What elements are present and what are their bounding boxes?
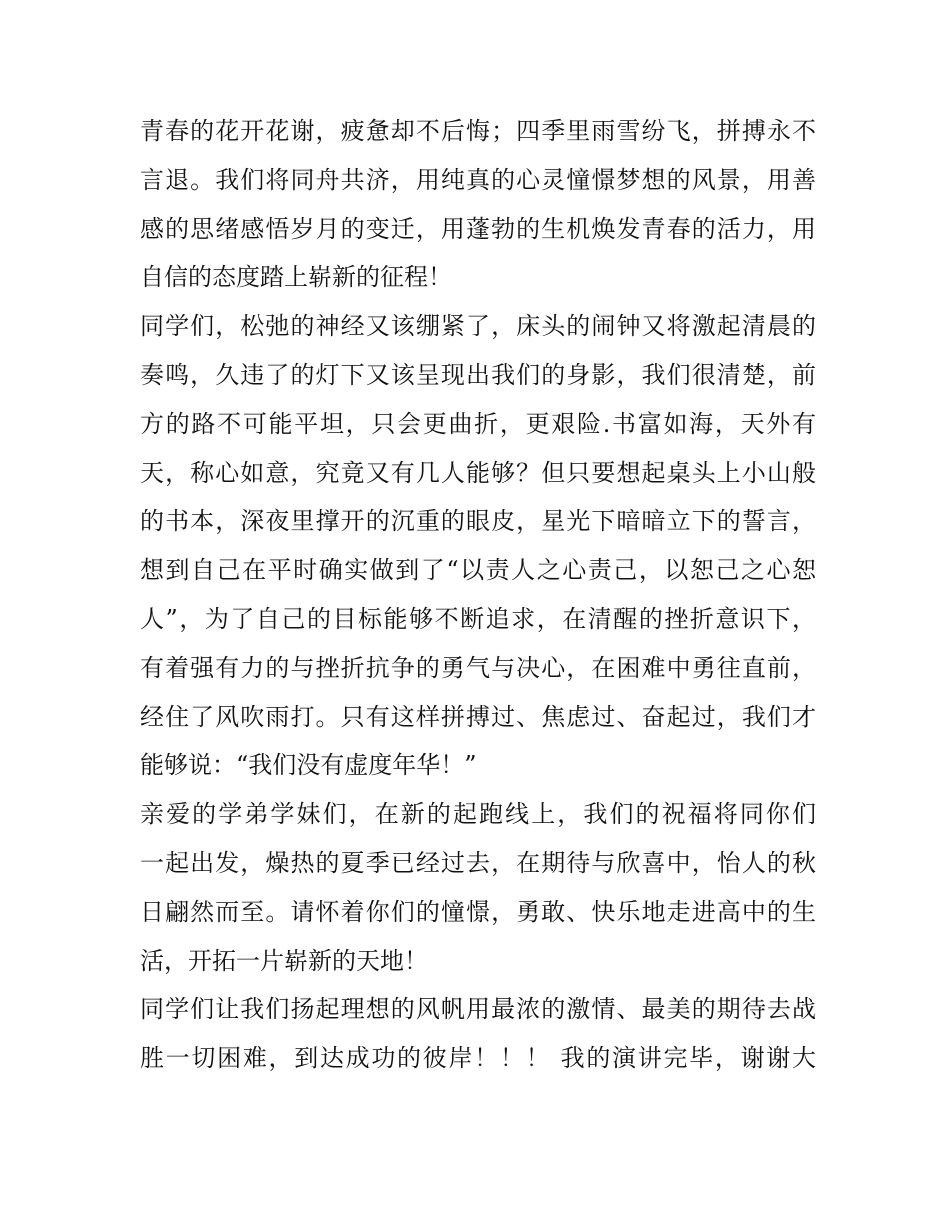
text-line: 有着强有力的与挫折抗争的勇气与决心，在困难中勇往直前， — [140, 653, 816, 682]
text-line: 想到自己在平时确实做到了“以责人之心责己，以恕己之心恕 — [140, 556, 816, 585]
text-line: 胜一切困难，到达成功的彼岸！！！ 我的演讲完毕，谢谢大 — [140, 1044, 816, 1073]
text-line: 奏鸣，久违了的灯下又该呈现出我们的身影，我们很清楚，前 — [140, 360, 816, 389]
text-line: 日翩然而至。请怀着你们的憧憬，勇敢、快乐地走进高中的生 — [140, 897, 816, 926]
text-line: 能够说：“我们没有虚度年华！” — [140, 751, 477, 780]
text-line: 一起出发，燥热的夏季已经过去，在期待与欣喜中，怡人的秋 — [140, 848, 816, 877]
document-body — [140, 107, 816, 1083]
text-line: 天，称心如意，究竟又有几人能够？但只要想起桌头上小山般 — [140, 458, 816, 487]
text-line: 人”，为了自己的目标能够不断追求，在清醒的挫折意识下， — [140, 604, 816, 633]
text-line: 经住了风吹雨打。只有这样拼搏过、焦虑过、奋起过，我们才 — [140, 702, 816, 731]
text-line: 同学们，松弛的神经又该绷紧了，床头的闹钟又将激起清晨的 — [140, 312, 816, 341]
text-line: 的书本，深夜里撑开的沉重的眼皮，星光下暗暗立下的誓言， — [140, 507, 816, 536]
text-line: 亲爱的学弟学妹们，在新的起跑线上，我们的祝福将同你们 — [140, 800, 816, 829]
text-line: 活，开拓一片崭新的天地！ — [140, 946, 428, 975]
text-line: 青春的花开花谢，疲惫却不后悔；四季里雨雪纷飞，拼搏永不 — [140, 117, 816, 145]
text-line: 感的思绪感悟岁月的变迁，用蓬勃的生机焕发青春的活力，用 — [140, 214, 816, 243]
text-line: 自信的态度踏上崭新的征程！ — [140, 263, 452, 292]
text-line: 言退。我们将同舟共济，用纯真的心灵憧憬梦想的风景，用善 — [140, 165, 816, 194]
text-line: 同学们让我们扬起理想的风帆用最浓的激情、最美的期待去战 — [140, 995, 816, 1024]
text-line: 方的路不可能平坦，只会更曲折，更艰险.书富如海，天外有 — [140, 409, 816, 438]
